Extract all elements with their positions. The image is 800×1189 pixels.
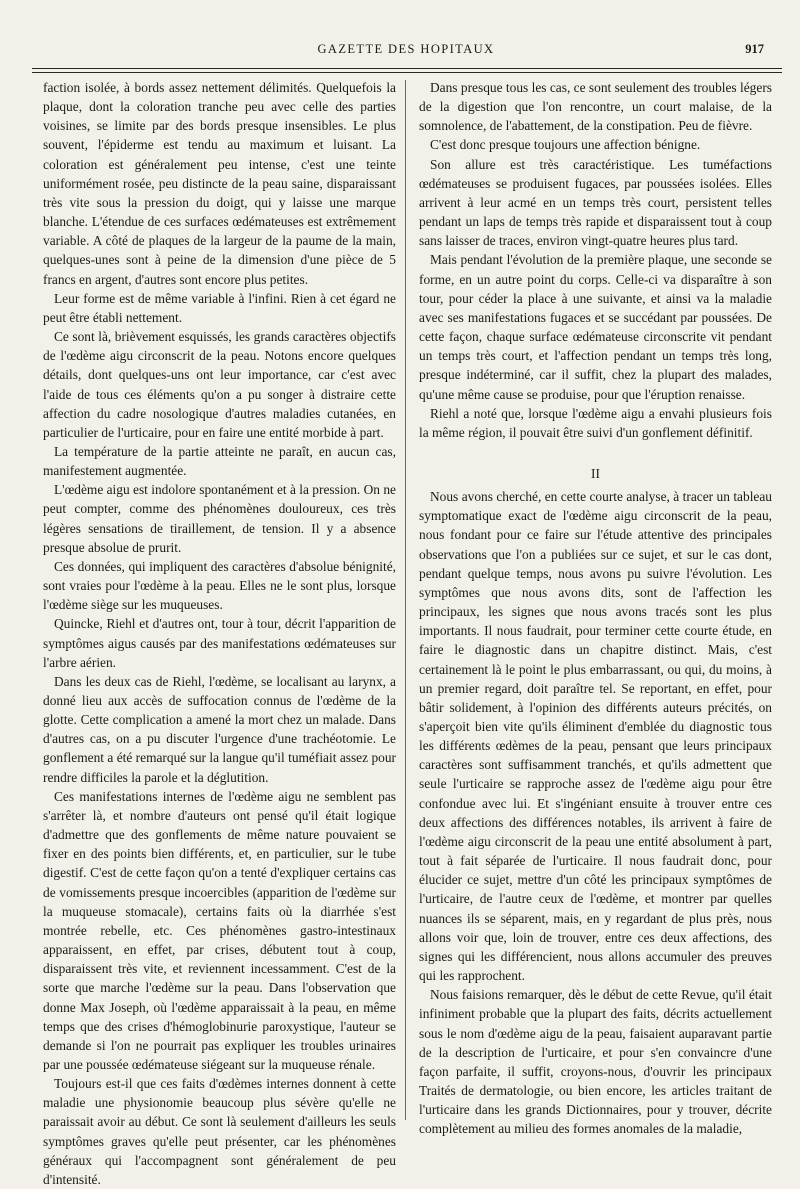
paragraph: L'œdème aigu est indolore spontanément et à la pression. On ne peut compter, comme des phénomènes douloureux, ces très légères sensations de tiraillement, de tension. Il y a absence presque absolue de prurit. — [43, 482, 396, 555]
paragraph: Mais pendant l'évolution de la première plaque, une seconde se forme, en un autre point du corps. Celle-ci va disparaître à son tour, pour céder la place à une suivante, et ainsi va la maladie avec ses manifestations fugaces et se succédant par poussées. De cette façon, chaque surface œdémateuse circonscrite vit pendant un temps très court, et l'affection pendant un temps très long, presque indéterminé, car il suffit, chez la plupart des malades, qu'une même cause se produise, pour que l'éruption renaisse. — [419, 252, 772, 402]
paragraph: Riehl a noté que, lorsque l'œdème aigu a envahi plusieurs fois la même région, il pouvait être suivi d'un gonflement définitif. — [419, 405, 772, 440]
paragraph: Ce sont là, brièvement esquissés, les grands caractères objectifs de l'œdème aigu circonscrit de la peau. Notons encore quelques détails, dont quelques-uns ont leur importance, car c'est avec l'aide de tous ces éléments qu'on a pu songer à distraire cette affection du cadre nosologique d'autres maladies cutanées, en particulier de l'urticaire, pour en faire une entité morbide à part. — [43, 329, 396, 440]
paragraph: Nous faisions remarquer, dès le début de cette Revue, qu'il était infiniment probable que la plupart des faits, décrits actuellement sous le nom d'œdème aigu de la peau, faisaient auparavant partie de la description de l'urticaire, et pour s'en convaincre d'une façon parfaite, il suffit, croyons-nous, d'ouvrir les principaux Traités de dermatologie, ou bien encore, les articles traitant de l'urticaire dans les grands Dictionnaires, pour y trouver, décrite complètement au milieu des formes anomales de la maladie, — [419, 987, 772, 1137]
column-divider — [405, 80, 406, 1120]
paragraph: Ces manifestations internes de l'œdème aigu ne semblent pas s'arrêter là, et nombre d'auteurs ont pensé qu'il était logique d'admettre que des gonflements de même nature pouvaient se fixer en des points bien différents, et, en particulier, sur le tube digestif. C'est de cette façon qu'on a tenté d'expliquer certains cas de vomissements presque incoercibles (apparition de l'œdème sur la muqueuse stomacale), certains faits où la diarrhée s'est montrée rebelle, etc. Ces phénomènes gastro-intestinaux apparaissent, en effet, par crises, débutent tout à coup, disparaissent très vite, et reviennent incessamment. C'est de la sorte que marche l'œdème sur la peau. Dans l'observation que donne Max Joseph, où l'œdème apparaissait à la peau, en même temps que des crises d'hémoglobinurie paroxystique, l'auteur se demande si l'on ne pourrait pas expliquer les troubles urinaires par une poussée œdémateuse siégeant sur la muqueuse rénale. — [43, 788, 396, 1072]
page-header — [48, 42, 764, 62]
paragraph: Toujours est-il que ces faits d'œdèmes internes donnent à cette maladie une physionomie beaucoup plus sévère qu'elle ne paraissait avoir au début. Ce sont là seulement d'ailleurs les seuls symptômes graves qu'elle peut présenter, car les phénomènes généraux qui l'accompagnent sont généralement de peu d'intensité. — [43, 1076, 396, 1187]
paragraph: Dans les deux cas de Riehl, l'œdème, se localisant au larynx, a donné lieu aux accès de suffocation connus de l'œdème de la glotte. Cette complication a amené la mort chez un malade. Dans d'autres cas, on a pu discuter l'urgence d'une trachéotomie. Le gonflement a été remarqué sur la langue qu'il tuméfiait assez pour rendre difficiles la parole et la déglutition. — [43, 673, 396, 785]
page-number: 917 — [745, 42, 764, 56]
header-rule-thin — [32, 72, 782, 73]
left-column — [43, 78, 396, 1187]
paragraph: La température de la partie atteinte ne paraît, en aucun cas, manifestement augmentée. — [43, 443, 396, 479]
header-rule-thick — [32, 68, 782, 69]
paragraph: Quincke, Riehl et d'autres ont, tour à tour, décrit l'apparition de symptômes aigus causés par des manifestations œdémateuses sur l'arbre aérien. — [43, 616, 396, 670]
paragraph: Nous avons cherché, en cette courte analyse, à tracer un tableau symptomatique exact de l'œdème aigu circonscrit de la peau, nous fondant pour ce faire sur l'étude attentive des principales observations que l'on a publiées sur ce sujet, et sur le cas dont, pendant quelque temps, nous avons pu suivre l'évolution. Les symptômes que nous avons dits, sont de l'affection les principaux, les signes que nous avons tracés sont les plus importants. Il nous faudrait, pour terminer cette courte étude, en faire le diagnostic dans un chapitre distinct. Mais, c'est certainement là le point le plus embarrassant, ou qui, du moins, à un premier regard, doit paraître tel. Se reportant, en effet, pour bâtir solidement, à l'opinion des différents auteurs précités, on s'aperçoit bien vite qu'ils éliminent d'emblée du diagnostic tous les différents œdèmes de la peau, pensant que leurs principaux caractères sont suffisamment tranchés, et qu'ils admettent que seule l'urticaire se rapproche assez de l'œdème aigu pour être confondue avec lui. Et s'ingéniant ensuite à trouver entre ces deux affections des différences notables, ils arrivent à faire de l'œdème aigu circonscrit de la peau une entité absolument à part, tout à fait séparée de l'urticaire. Il nous faudrait donc, pour élucider ce sujet, mettre d'un côté les principaux symptômes de l'urticaire, de l'autre ceux de l'œdème, et montrer par quelles nuances ils se séparent, mais, en y regardant de plus près, nous allons voir que, loin de trouver, entre ces deux affections, des signes qui les différencient, nous allons accumuler des preuves qui les rapprochent. — [419, 489, 772, 984]
right-column — [419, 78, 772, 1137]
running-head: GAZETTE DES HOPITAUX — [317, 42, 495, 56]
paragraph: Dans presque tous les cas, ce sont seulement des troubles légers de la digestion que l'on rencontre, un court malaise, de la somnolence, de l'abattement, de la constipation. Peu de fièvre. — [419, 80, 772, 134]
paragraph: Leur forme est de même variable à l'infini. Rien à cet égard ne peut être établi nettement. — [43, 290, 396, 325]
paragraph: Son allure est très caractéristique. Les tuméfactions œdémateuses se produisent fugaces, par poussées isolées. Elles arrivent à leur acmé en un temps très court, persistent telles pendant un laps de temps très rapide et disparaissent tout à coup sans laisser de traces, environ vingt-quatre heures plus tard. — [419, 156, 772, 249]
paragraph: Ces données, qui impliquent des caractères d'absolue bénignité, sont vraies pour l'œdème à la peau. Elles ne le sont plus, lorsque l'œdème siège sur les muqueuses. — [43, 558, 396, 613]
paragraph: C'est donc presque toujours une affection bénigne. — [430, 137, 701, 153]
section-heading: II — [591, 465, 600, 481]
paragraph: faction isolée, à bords assez nettement délimités. Quelquefois la plaque, dont la coloration tranche peu avec celle des parties voisines, se limite par des bords presque insensibles. Le plus souvent, l'épiderme est tendu au maximum et luisant. La coloration est généralement peu intense, c'est une teinte uniformément rosée, peu distincte de la peau saine, disparaissant très vite sous la pression du doigt, qui y laisse une marque blanche. L'étendue de ces surfaces œdémateuses est extrêmement variable. A côté de plaques de la largeur de la paume de la main, quelques-unes sont à peine de la dimension d'une pièce de 5 francs en argent, d'autres sont encore plus petites. — [43, 80, 396, 287]
